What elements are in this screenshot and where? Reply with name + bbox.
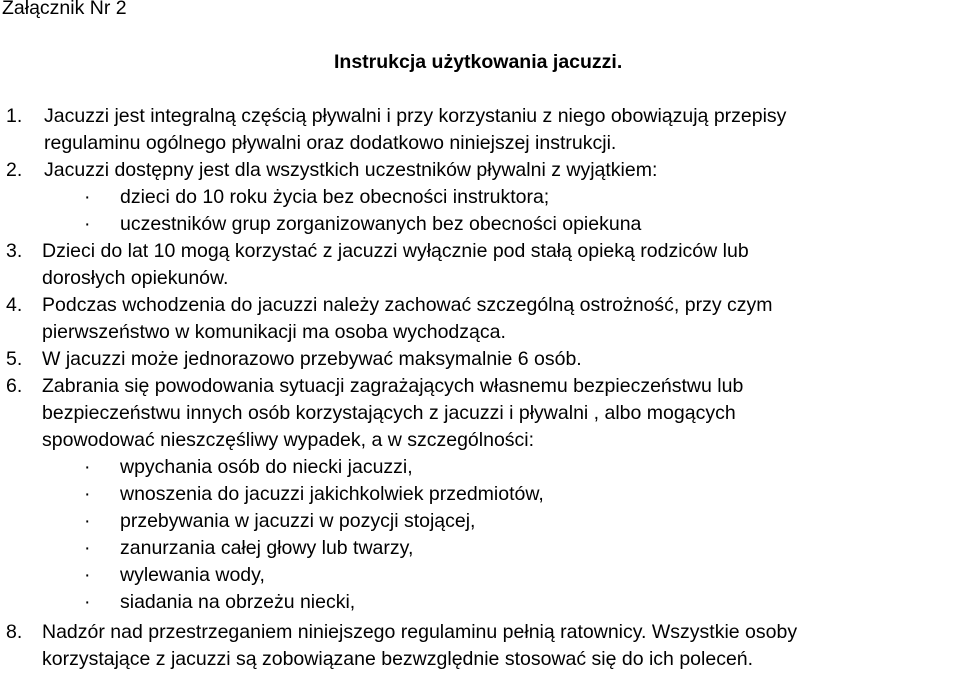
- item-6-bullet-2: wnoszenia do jacuzzi jakichkolwiek przedmiotów,: [120, 483, 544, 505]
- item-5-line-1: W jacuzzi może jednorazowo przebywać maksymalnie 6 osób.: [42, 348, 582, 370]
- item-2-line-1: Jacuzzi dostępny jest dla wszystkich uczestników pływalni z wyjątkiem:: [44, 159, 658, 181]
- item-6-bullet-1: wpychania osób do niecki jacuzzi,: [120, 456, 413, 478]
- item-1-line-1: Jacuzzi jest integralną częścią pływalni i przy korzystaniu z niego obowiązują przepisy: [44, 105, 787, 127]
- item-2-bullet-2: uczestników grup zorganizowanych bez obecności opiekuna: [120, 213, 642, 235]
- bullet-dot: ·: [84, 186, 91, 208]
- item-6-bullet-5: wylewania wody,: [120, 564, 265, 586]
- bullet-dot: ·: [84, 564, 91, 586]
- item-4-number: 4.: [6, 294, 23, 316]
- item-3-line-2: dorosłych opiekunów.: [42, 267, 229, 289]
- item-4-line-1: Podczas wchodzenia do jacuzzi należy zachować szczególną ostrożność, przy czym: [42, 294, 773, 316]
- item-3-line-1: Dzieci do lat 10 mogą korzystać z jacuzzi wyłącznie pod stałą opieką rodziców lub: [42, 240, 749, 262]
- item-8-number: 8.: [6, 621, 23, 643]
- item-8-line-1: Nadzór nad przestrzeganiem niniejszego regulaminu pełnią ratownicy. Wszystkie osoby: [42, 621, 798, 643]
- bullet-dot: ·: [84, 213, 91, 235]
- item-6-line-3: spowodować nieszczęśliwy wypadek, a w szczególności:: [42, 429, 535, 451]
- item-6-number: 6.: [6, 375, 23, 397]
- bullet-dot: ·: [84, 483, 91, 505]
- document-title: Instrukcja użytkowania jacuzzi.: [334, 51, 623, 73]
- annex-label: Załącznik Nr 2: [2, 0, 127, 19]
- item-6-line-1: Zabrania się powodowania sytuacji zagrażających własnemu bezpieczeństwu lub: [42, 375, 744, 397]
- item-4-line-2: pierwszeństwo w komunikacji ma osoba wychodząca.: [42, 321, 506, 343]
- item-5-number: 5.: [6, 348, 23, 370]
- item-6-line-2: bezpieczeństwu innych osób korzystających z jacuzzi i pływalni , albo mogących: [42, 402, 736, 424]
- bullet-dot: ·: [84, 510, 91, 532]
- item-6-bullet-3: przebywania w jacuzzi w pozycji stojącej,: [120, 510, 476, 532]
- bullet-dot: ·: [84, 456, 91, 478]
- item-8-line-2: korzystające z jacuzzi są zobowiązane bezwzględnie stosować się do ich poleceń.: [42, 648, 754, 670]
- bullet-dot: ·: [84, 537, 91, 559]
- item-6-bullet-6: siadania na obrzeżu niecki,: [120, 591, 356, 613]
- item-1-number: 1.: [6, 105, 23, 127]
- item-6-bullet-4: zanurzania całej głowy lub twarzy,: [120, 537, 414, 559]
- bullet-dot: ·: [84, 591, 91, 613]
- item-2-bullet-1: dzieci do 10 roku życia bez obecności instruktora;: [120, 186, 550, 208]
- item-2-number: 2.: [6, 159, 23, 181]
- item-3-number: 3.: [6, 240, 23, 262]
- item-1-line-2: regulaminu ogólnego pływalni oraz dodatkowo niniejszej instrukcji.: [44, 132, 617, 154]
